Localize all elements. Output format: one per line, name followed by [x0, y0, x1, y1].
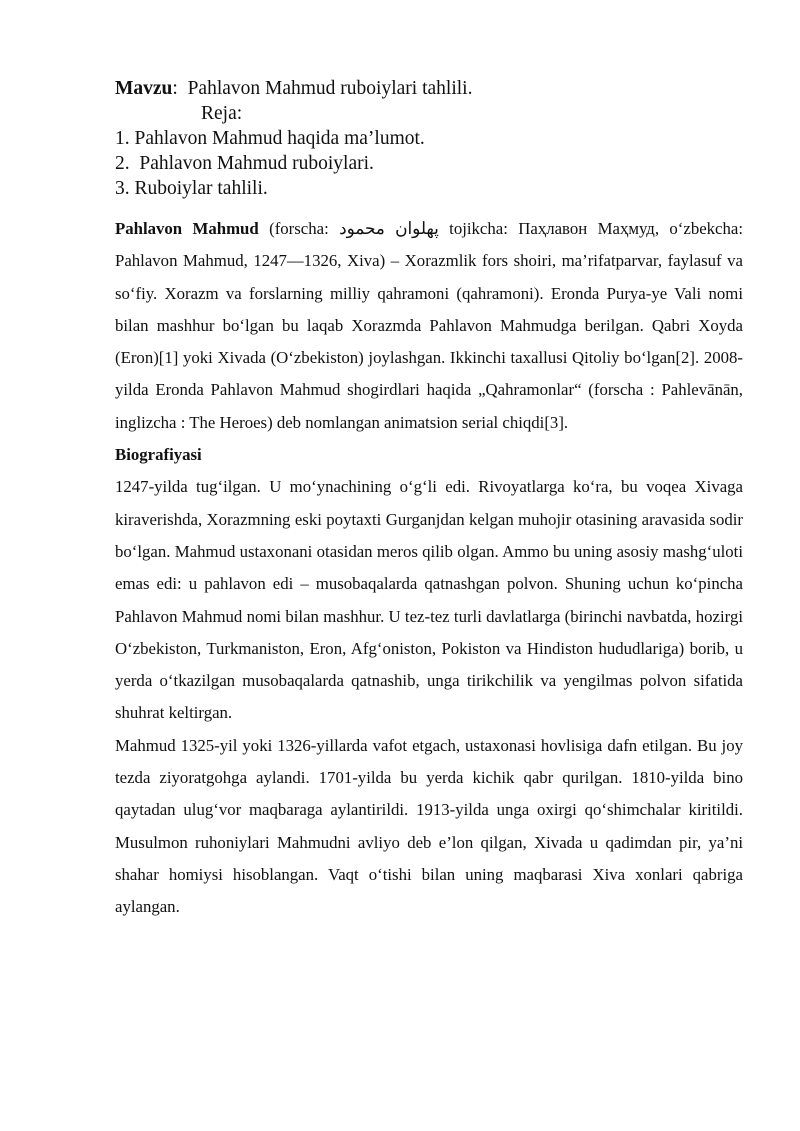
biography-paragraph-1: 1247-yilda tug‘ilgan. U mo‘ynachining o‘g‘li edi. Rivoyatlarga ko‘ra, bu voqea Xivaga kiraverishda, Xorazmning eski poytaxti Gurganjdan kelgan muhojir otasining aravasida sodir bo‘lgan. Mahmud ustaxonani otasidan meros qilib olgan. Ammo bu uning asosiy mashg‘uloti emas edi: u pahlavon edi – musobaqalarda qatnashgan polvon. Shuning uchun ko‘pincha Pahlavon Mahmud nomi bilan mashhur. U tez-tez turli davlatlarga (birinchi navbatda, hozirgi O‘zbekiston, Turkmaniston, Eron, Afg‘oniston, Pokiston va Hindiston hududlariga) borib, u yerda o‘tkazilgan musobaqalarda qatnashib, unga tirikchilik va yengilmas polvon sifatida shuhrat keltirgan.	[115, 477, 743, 723]
section-heading-biography: Biografiyasi	[115, 445, 202, 465]
intro-paragraph	[115, 213, 743, 439]
intro-text-part2: tojikcha: Паҳлавон Маҳмуд, o‘zbekcha: Pahlavon Mahmud, 1247—1326, Xiva) – Xorazmlik fors shoiri, ma’rifatparvar, faylasuf va so‘fiy. Xorazm va forslarning milliy qahramoni (qahramoni). Eronda Purya-ye Vali nomi bilan mashhur bo‘lgan bu laqab Xorazmda Pahlavon Mahmudga berilgan. Qabri Xoyda (Eron)[1] yoki Xivada (O‘zbekiston) joylashgan. Ikkinchi taxallusi Qitoliy bo‘lgan[2]. 2008-yilda Eronda Pahlavon Mahmud shogirdlari haqida „Qahramonlar“ (forscha : Pahlevānān, inglizcha : The Heroes) deb nomlangan animatsion serial chiqdi[3].	[115, 219, 744, 432]
biography-paragraph-2: Mahmud 1325-yil yoki 1326-yillarda vafot etgach, ustaxonasi hovlisiga dafn etilgan. Bu joy tezda ziyoratgohga aylandi. 1701-yilda bu yerda kichik qabr qurilgan. 1810-yilda bino qaytadan ulug‘vor maqbaraga aylantirildi. 1913-yilda unga oxirgi qo‘shimchalar kiritildi. Musulmon ruhoniylari Mahmudni avliyo deb e’lon qilgan, Xivada u qadimdan pir, ya’ni shahar homiysi hisoblangan. Vaqt o‘tishi bilan uning maqbarasi Xiva xonlari qabriga aylangan.	[115, 735, 743, 917]
topic-label: Mavzu	[115, 78, 173, 99]
article-body	[115, 213, 743, 924]
topic-separator: :	[172, 78, 188, 99]
plan-heading: Reja:	[201, 103, 243, 124]
plan-item-3: 3. Ruboiylar tahlili.	[115, 178, 268, 199]
plan-item-2: 2. Pahlavon Mahmud ruboiylari.	[115, 153, 374, 174]
intro-text-part1: (forscha:	[258, 219, 340, 238]
persian-name: پهلوان محمود	[339, 219, 439, 238]
lesson-plan	[115, 76, 743, 201]
topic-line	[115, 76, 743, 101]
topic-text: Pahlavon Mahmud ruboiylari tahlili.	[187, 78, 473, 99]
intro-term: Pahlavon Mahmud	[115, 219, 259, 238]
plan-item-1: 1. Pahlavon Mahmud haqida ma’lumot.	[115, 128, 425, 149]
document-page	[115, 76, 743, 924]
